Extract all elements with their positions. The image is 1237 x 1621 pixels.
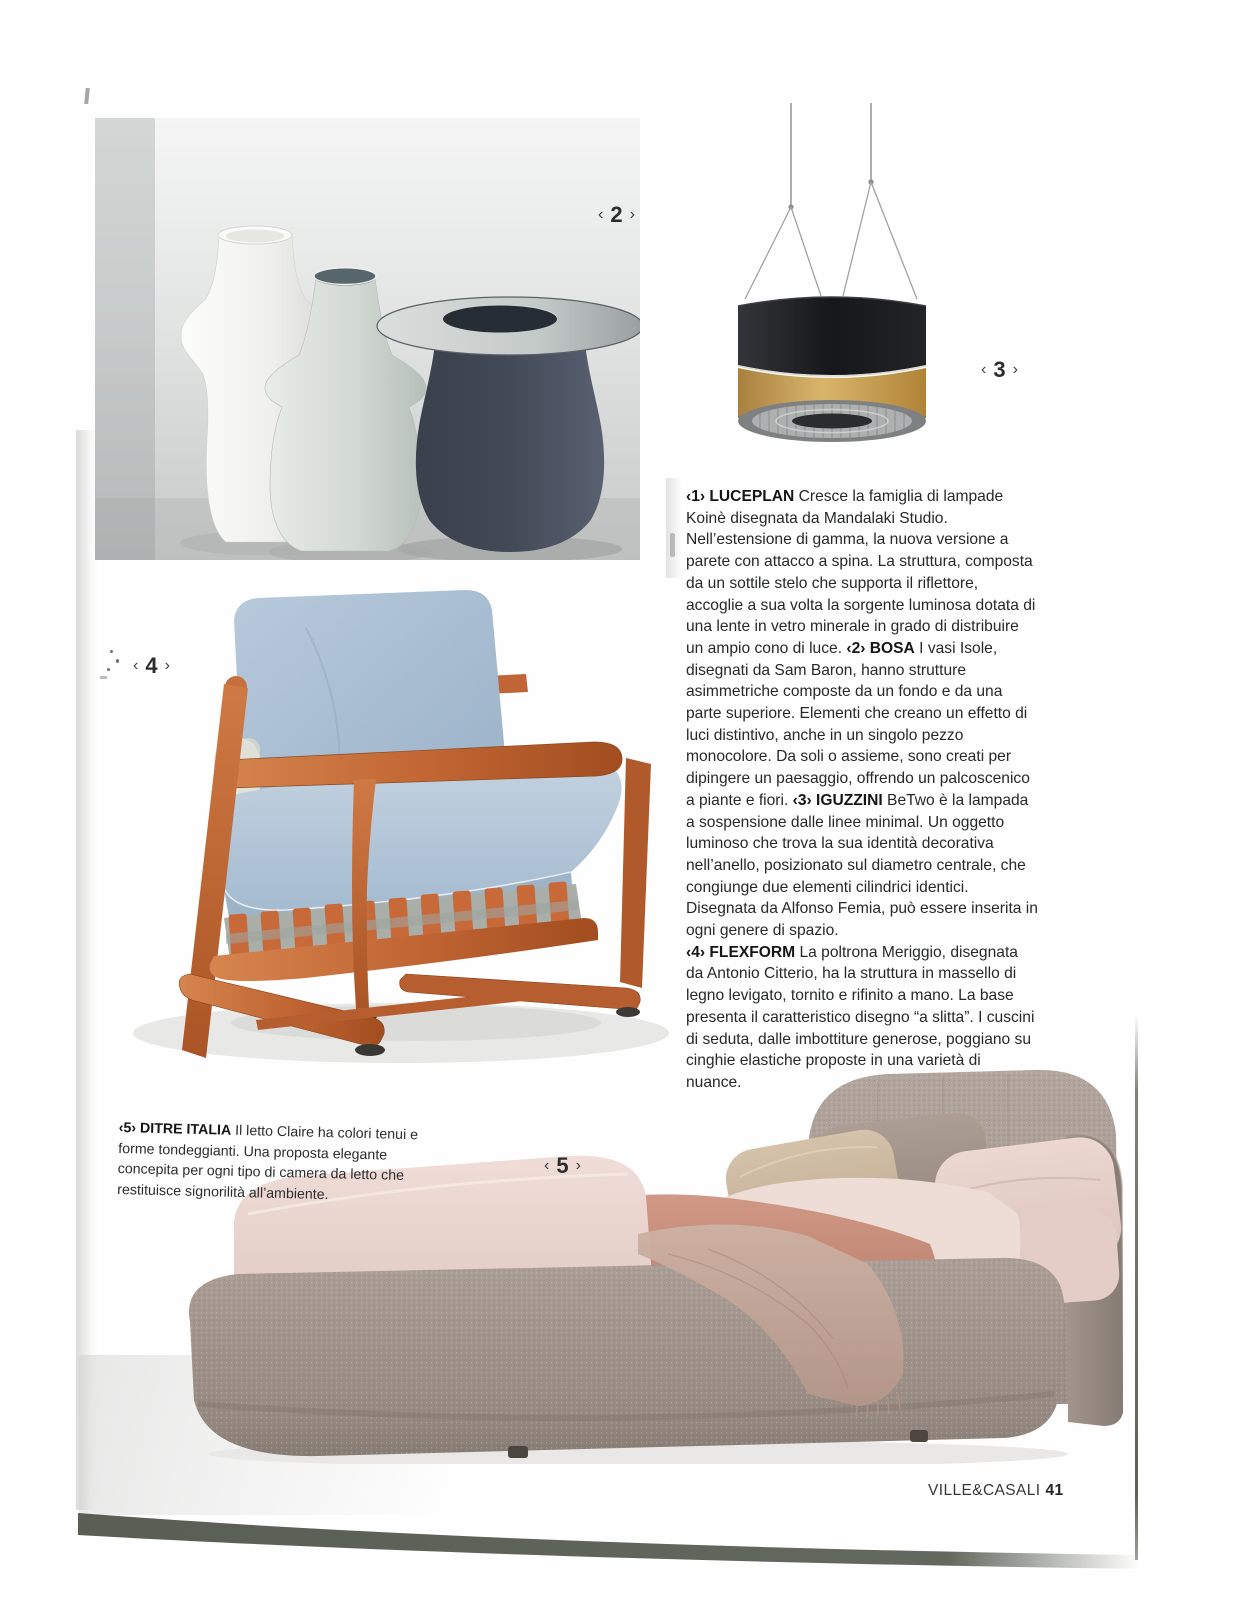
vases-photo	[95, 118, 640, 560]
label-number: 2	[610, 202, 623, 227]
label-close-bracket: ›	[629, 206, 635, 223]
label-open-bracket: ‹	[598, 206, 604, 223]
figure-label-lamp	[981, 359, 1018, 381]
armchair-illustration	[106, 588, 672, 1073]
article-paragraph-1: ‹1› LUCEPLAN Cresce la famiglia di lampade Koinè disegnata da Mandalaki Studio. Nell’estensione di gamma, la nuova versione a parete con attacco a spina. La struttura, composta da un sottile stelo che supporta il riflettore, accoglie a sua volta la sorgente luminosa dotata di una lente in vetro minerale in grado di distribuire un ampio cono di luce. ‹2› BOSA I vasi Isole, disegnati da Sam Baron, hanno strutture asimmetriche composte da un fondo e da una parte superiore. Elementi che creano un effetto di luci distintivo, anche in un singolo pezzo monocolore. Da soli o assieme, sono creati per dipingere un paesaggio, offrendo un palcoscenico a piante e fiori. ‹3› IGUZZINI BeTwo è la lampada a sospensione dalle linee minimal. Un oggetto luminoso che trova la sua identità decorativa nell’anello, posizionato sul diametro centrale, che congiunge due elementi cilindrici identici. Disegnata da Alfonso Femia, può essere inserita in ogni genere di spazio.	[686, 488, 1038, 940]
armchair-photo	[106, 588, 672, 1073]
label-number: 5	[556, 1153, 569, 1178]
article-paragraph-2: ‹4› FLEXFORM La poltrona Meriggio, disegnata da Antonio Citterio, ha la struttura in massello di legno levigato, tornito e rifinito a mano. La base presenta il caratteristico disegno “a slitta”. I cuscini di seduta, dalle imbottiture generose, poggiano su cinghie elastiche proposte in una varietà di nuance.	[686, 943, 1035, 1091]
scan-mark	[670, 533, 675, 557]
label-close-bracket: ›	[164, 657, 170, 674]
page-number: 41	[1045, 1482, 1064, 1499]
page-bottom-edge	[0, 1495, 1237, 1585]
figure-label-armchair	[133, 655, 170, 677]
article-text-column	[686, 486, 1038, 1094]
label-close-bracket: ›	[575, 1157, 581, 1174]
scan-mark	[666, 478, 682, 578]
figure-label-bed	[544, 1155, 581, 1177]
page-right-edge-line	[1135, 1015, 1138, 1560]
scan-mark	[84, 88, 90, 104]
bed-caption: ‹5› DITRE ITALIA Il letto Claire ha colori tenui e forme tondeggianti. Una proposta elegante concepita per ogni tipo di camera da letto che restituisce signorilità all’ambiente.	[117, 1119, 419, 1203]
label-close-bracket: ›	[1012, 361, 1018, 378]
label-number: 4	[145, 653, 158, 678]
label-open-bracket: ‹	[544, 1157, 550, 1174]
vases-illustration	[95, 118, 640, 560]
label-number: 3	[993, 357, 1006, 382]
label-open-bracket: ‹	[133, 657, 139, 674]
label-open-bracket: ‹	[981, 361, 987, 378]
pendant-lamp-photo	[725, 103, 940, 459]
page-left-edge-shadow	[76, 430, 98, 1510]
magazine-name: VILLE&CASALI	[928, 1482, 1041, 1499]
pendant-lamp-illustration	[725, 103, 940, 459]
figure-label-vases	[598, 204, 635, 226]
